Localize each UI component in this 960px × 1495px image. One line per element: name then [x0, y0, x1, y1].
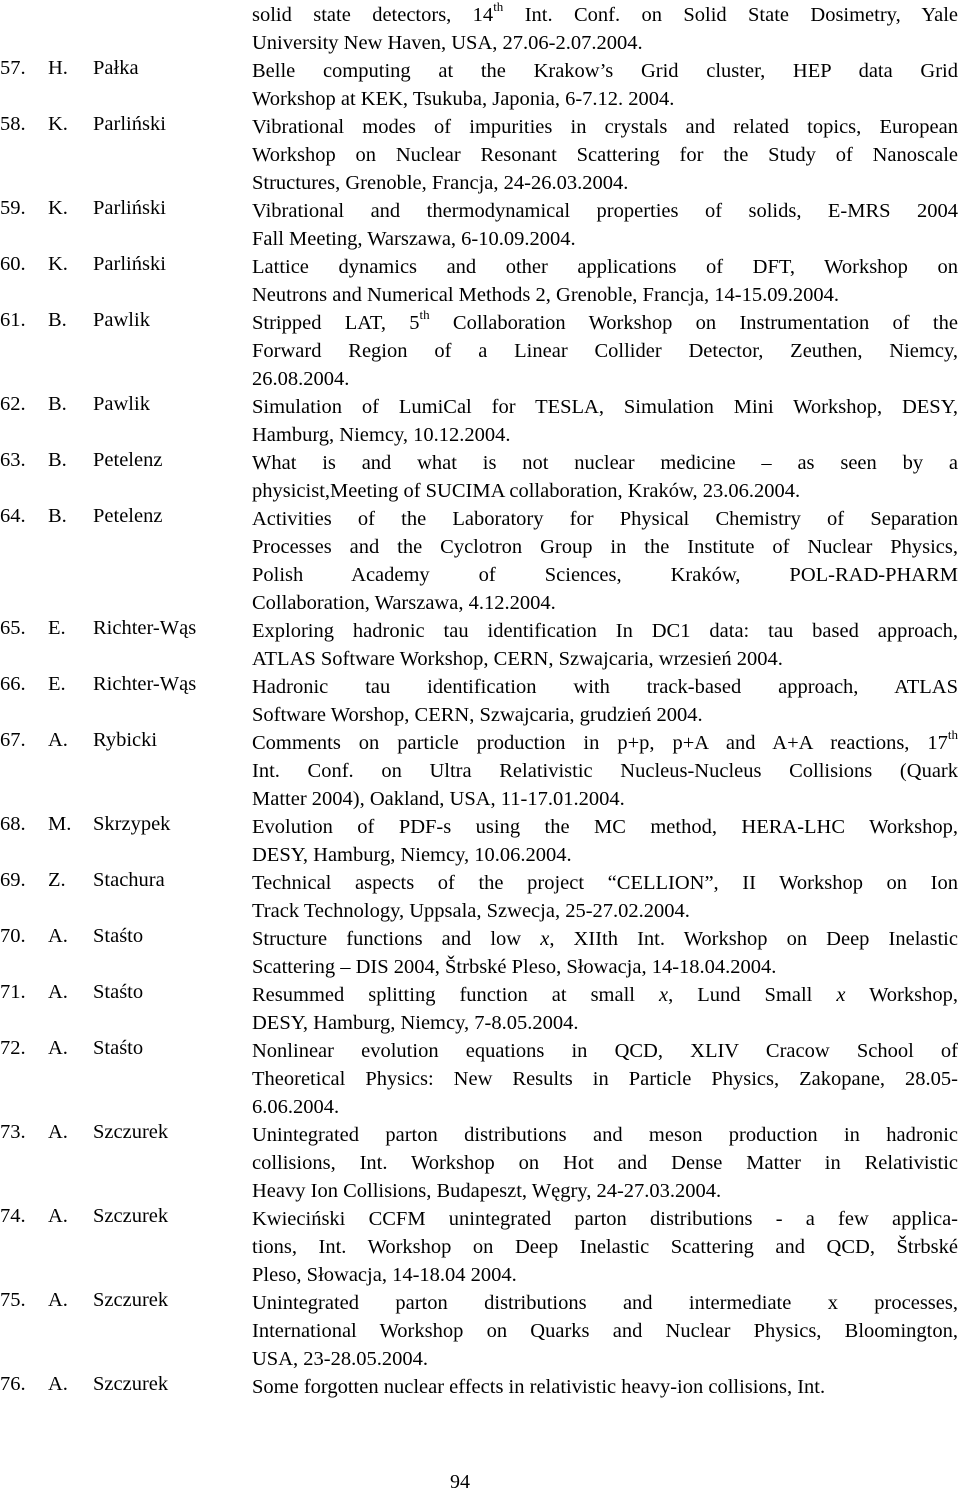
author-initial: M. — [48, 813, 72, 835]
entry-number: 69. — [0, 869, 26, 891]
author-initial: K. — [48, 113, 68, 135]
entry-number: 61. — [0, 309, 26, 331]
description-line — [252, 1317, 958, 1345]
text-segment: Unintegrated parton distributions and meson production in hadronic — [252, 1124, 958, 1146]
description-line — [252, 1373, 958, 1401]
text-segment: Forward Region of a Linear Collider Detector, Zeuthen, Niemcy, — [252, 340, 958, 362]
entry-number: 74. — [0, 1205, 26, 1227]
author-name: Petelenz — [93, 505, 163, 527]
description-line — [252, 1065, 958, 1093]
reference-entry — [0, 197, 960, 253]
text-segment: Resummed splitting function at small — [252, 984, 659, 1006]
reference-entry — [0, 57, 960, 113]
reference-entry — [0, 309, 960, 393]
description-line — [252, 1261, 958, 1289]
entry-description — [252, 253, 958, 309]
text-segment: , XIIth Int. Workshop on Deep Inelastic — [549, 928, 958, 950]
reference-entry — [0, 1373, 960, 1401]
entry-number: 76. — [0, 1373, 26, 1395]
author-name: Szczurek — [93, 1205, 169, 1227]
text-segment: Simulation of LumiCal for TESLA, Simulation Mini Workshop, DESY, — [252, 396, 958, 418]
text-segment: Heavy Ion Collisions, Budapeszt, Węgry, 24-27.03.2004. — [252, 1180, 722, 1202]
description-line — [252, 589, 958, 617]
reference-entry — [0, 113, 960, 197]
reference-entry — [0, 813, 960, 869]
entry-number: 71. — [0, 981, 26, 1003]
text-segment: Int. Conf. on Solid State Dosimetry, Yale — [503, 4, 958, 26]
entry-number: 68. — [0, 813, 26, 835]
entry-description — [252, 449, 958, 505]
author-name: Richter-Wąs — [93, 673, 197, 695]
author-initial: A. — [48, 729, 68, 751]
author-initial: B. — [48, 309, 67, 331]
text-segment: USA, 23-28.05.2004. — [252, 1348, 428, 1370]
text-segment: Hadronic tau identification with track-based approach, ATLAS — [252, 676, 958, 698]
text-segment: International Workshop on Quarks and Nuclear Physics, Bloomington, — [252, 1320, 958, 1342]
text-segment: ATLAS Software Workshop, CERN, Szwajcaria, wrzesień 2004. — [252, 648, 783, 670]
reference-entry — [0, 1121, 960, 1205]
entry-description — [252, 813, 958, 869]
entry-description — [252, 113, 958, 197]
text-segment: 26.08.2004. — [252, 368, 350, 390]
description-line — [252, 197, 958, 225]
description-line — [252, 57, 958, 85]
description-line — [252, 1093, 958, 1121]
author-initial: B. — [48, 449, 67, 471]
description-line — [252, 953, 958, 981]
author-name: Szczurek — [93, 1289, 169, 1311]
author-name: Staśto — [93, 925, 144, 947]
text-segment: Structures, Grenoble, Francja, 24-26.03.2004. — [252, 172, 629, 194]
text-segment: University New Haven, USA, 27.06-2.07.2004. — [252, 32, 643, 54]
author-name: Petelenz — [93, 449, 163, 471]
description-line — [252, 701, 958, 729]
description-line — [252, 1149, 958, 1177]
text-segment: Collaboration Workshop on Instrumentation of the — [429, 312, 958, 334]
reference-entry — [0, 673, 960, 729]
text-segment: Activities of the Laboratory for Physical Chemistry of Separation — [252, 508, 958, 530]
text-segment: Nonlinear evolution equations in QCD, XLIV Cracow School of — [252, 1040, 958, 1062]
text-segment: Structure functions and low — [252, 928, 541, 950]
description-line — [252, 1289, 958, 1317]
description-line — [252, 449, 958, 477]
author-initial: A. — [48, 1205, 68, 1227]
entry-description — [252, 197, 958, 253]
description-line — [252, 393, 958, 421]
author-name: Parliński — [93, 113, 166, 135]
entry-description — [252, 1121, 958, 1205]
author-name: Parliński — [93, 253, 166, 275]
text-segment: DESY, Hamburg, Niemcy, 10.06.2004. — [252, 844, 572, 866]
description-line — [252, 1037, 958, 1065]
entry-number: 73. — [0, 1121, 26, 1143]
text-segment: Software Worshop, CERN, Szwajcaria, grudzień 2004. — [252, 704, 703, 726]
entry-description — [252, 393, 958, 449]
italic-variable: x — [540, 928, 550, 950]
text-segment: Workshop at KEK, Tsukuba, Japonia, 6-7.12. 2004. — [252, 88, 675, 110]
text-segment: Comments on particle production in p+p, p+A and A+A reactions, 17 — [252, 732, 948, 754]
text-segment: Neutrons and Numerical Methods 2, Grenoble, Francja, 14-15.09.2004. — [252, 284, 839, 306]
entry-description — [252, 57, 958, 113]
author-initial: K. — [48, 197, 68, 219]
description-line — [252, 729, 958, 757]
author-initial: K. — [48, 253, 68, 275]
reference-entry — [0, 1037, 960, 1121]
description-line — [252, 421, 958, 449]
reference-entry — [0, 981, 960, 1037]
text-segment: What is and what is not nuclear medicine – as seen by a — [252, 452, 958, 474]
entry-number: 60. — [0, 253, 26, 275]
author-name: Richter-Wąs — [93, 617, 197, 639]
text-segment: Vibrational modes of impurities in crystals and related topics, European — [252, 116, 958, 138]
description-line — [252, 813, 958, 841]
text-segment: DESY, Hamburg, Niemcy, 7-8.05.2004. — [252, 1012, 579, 1034]
description-line — [252, 85, 958, 113]
description-line — [252, 505, 958, 533]
entry-number: 59. — [0, 197, 26, 219]
entry-number: 66. — [0, 673, 26, 695]
text-segment: 6.06.2004. — [252, 1096, 340, 1118]
description-line — [252, 365, 958, 393]
reference-entry — [0, 1205, 960, 1289]
entry-number: 65. — [0, 617, 26, 639]
reference-entry — [0, 617, 960, 673]
superscript: th — [419, 309, 430, 323]
entry-description — [252, 1289, 958, 1373]
italic-variable: x — [659, 984, 669, 1006]
description-line — [252, 281, 958, 309]
author-name: Pałka — [93, 57, 139, 79]
reference-entry — [0, 393, 960, 449]
text-segment: Theoretical Physics: New Results in Particle Physics, Zakopane, 28.05- — [252, 1068, 958, 1090]
description-line — [252, 1345, 958, 1373]
text-segment: Vibrational and thermodynamical properties of solids, E-MRS 2004 — [252, 200, 958, 222]
author-name: Pawlik — [93, 393, 150, 415]
author-initial: B. — [48, 505, 67, 527]
entry-description — [252, 617, 958, 673]
entry-number: 70. — [0, 925, 26, 947]
description-line — [252, 1205, 958, 1233]
description-line — [252, 337, 958, 365]
entry-description — [252, 729, 958, 813]
description-line — [252, 533, 958, 561]
description-line — [252, 141, 958, 169]
description-line — [252, 673, 958, 701]
text-segment: Some forgotten nuclear effects in relativistic heavy-ion collisions, Int. — [252, 1376, 826, 1398]
author-initial: B. — [48, 393, 67, 415]
author-initial: A. — [48, 1037, 68, 1059]
entry-number: 62. — [0, 393, 26, 415]
text-segment: solid state detectors, 14 — [252, 4, 494, 26]
author-initial: Z. — [48, 869, 66, 891]
description-line — [252, 1121, 958, 1149]
reference-entry — [0, 869, 960, 925]
author-initial: A. — [48, 925, 68, 947]
text-segment: Technical aspects of the project “CELLION”, II Workshop on Ion — [252, 872, 958, 894]
text-segment: Polish Academy of Sciences, Kraków, POL-RAD-PHARM — [252, 564, 958, 586]
author-initial: A. — [48, 1373, 68, 1395]
entry-description — [252, 1037, 958, 1121]
description-line — [252, 169, 958, 197]
text-segment: Workshop, — [845, 984, 958, 1006]
entry-number: 63. — [0, 449, 26, 471]
description-line — [252, 561, 958, 589]
text-segment: Processes and the Cyclotron Group in the Institute of Nuclear Physics, — [252, 536, 958, 558]
author-name: Stachura — [93, 869, 165, 891]
text-segment: physicist,Meeting of SUCIMA collaboration, Kraków, 23.06.2004. — [252, 480, 801, 502]
entry-number: 58. — [0, 113, 26, 135]
entry-description — [252, 869, 958, 925]
description-line — [252, 645, 958, 673]
description-line — [252, 841, 958, 869]
entry-description — [252, 981, 958, 1037]
entry-description — [252, 505, 958, 617]
entry-description — [252, 1373, 958, 1401]
author-name: Staśto — [93, 981, 144, 1003]
author-initial: A. — [48, 981, 68, 1003]
description-line — [252, 617, 958, 645]
text-segment: collisions, Int. Workshop on Hot and Dense Matter in Relativistic — [252, 1152, 958, 1174]
page-number: 94 — [450, 1471, 470, 1493]
description-line — [252, 309, 958, 337]
author-initial: E. — [48, 617, 66, 639]
text-segment: Matter 2004), Oakland, USA, 11-17.01.2004. — [252, 788, 625, 810]
author-name: Skrzypek — [93, 813, 171, 835]
author-name: Pawlik — [93, 309, 150, 331]
description-line — [252, 925, 958, 953]
author-initial: A. — [48, 1121, 68, 1143]
text-segment: Exploring hadronic tau identification In DC1 data: tau based approach, — [252, 620, 958, 642]
reference-entry — [0, 505, 960, 617]
entry-description — [252, 1, 958, 57]
text-segment: Scattering – DIS 2004, Štrbské Pleso, Słowacja, 14-18.04.2004. — [252, 956, 777, 978]
description-line — [252, 785, 958, 813]
description-line — [252, 113, 958, 141]
description-line — [252, 1, 958, 29]
reference-entry — [0, 1289, 960, 1373]
reference-entry — [0, 253, 960, 309]
description-line — [252, 225, 958, 253]
superscript: th — [947, 729, 958, 743]
description-line — [252, 477, 958, 505]
entry-number: 64. — [0, 505, 26, 527]
text-segment: , Lund Small — [668, 984, 837, 1006]
text-segment: Stripped LAT, 5 — [252, 312, 420, 334]
text-segment: Belle computing at the Krakow’s Grid cluster, HEP data Grid — [252, 60, 958, 82]
text-segment: Evolution of PDF-s using the MC method, HERA-LHC Workshop, — [252, 816, 958, 838]
reference-entry — [0, 925, 960, 981]
description-line — [252, 1009, 958, 1037]
entry-description — [252, 1205, 958, 1289]
entry-number: 72. — [0, 1037, 26, 1059]
entry-description — [252, 309, 958, 393]
text-segment: Collaboration, Warszawa, 4.12.2004. — [252, 592, 556, 614]
description-line — [252, 1177, 958, 1205]
author-name: Parliński — [93, 197, 166, 219]
text-segment: Lattice dynamics and other applications of DFT, Workshop on — [252, 256, 958, 278]
text-segment: Kwieciński CCFM unintegrated parton distributions - a few applica- — [252, 1208, 958, 1230]
description-line — [252, 253, 958, 281]
text-segment: Fall Meeting, Warszawa, 6-10.09.2004. — [252, 228, 576, 250]
description-line — [252, 757, 958, 785]
description-line — [252, 869, 958, 897]
author-initial: H. — [48, 57, 68, 79]
entry-description — [252, 673, 958, 729]
text-segment: Pleso, Słowacja, 14-18.04 2004. — [252, 1264, 517, 1286]
text-segment: Hamburg, Niemcy, 10.12.2004. — [252, 424, 511, 446]
italic-variable: x — [836, 984, 846, 1006]
text-segment: Workshop on Nuclear Resonant Scattering for the Study of Nanoscale — [252, 144, 958, 166]
text-segment: Unintegrated parton distributions and intermediate x processes, — [252, 1292, 958, 1314]
author-initial: A. — [48, 1289, 68, 1311]
entry-number: 75. — [0, 1289, 26, 1311]
entry-number: 67. — [0, 729, 26, 751]
author-name: Szczurek — [93, 1121, 169, 1143]
entry-description — [252, 925, 958, 981]
text-segment: Int. Conf. on Ultra Relativistic Nucleus-Nucleus Collisions (Quark — [252, 760, 958, 782]
text-segment: Track Technology, Uppsala, Szwecja, 25-27.02.2004. — [252, 900, 690, 922]
description-line — [252, 1233, 958, 1261]
author-name: Rybicki — [93, 729, 158, 751]
description-line — [252, 981, 958, 1009]
author-initial: E. — [48, 673, 66, 695]
text-segment: tions, Int. Workshop on Deep Inelastic Scattering and QCD, Štrbské — [252, 1236, 958, 1258]
entry-number: 57. — [0, 57, 26, 79]
author-name: Staśto — [93, 1037, 144, 1059]
reference-entry — [0, 1, 960, 57]
description-line — [252, 29, 958, 57]
reference-entry — [0, 729, 960, 813]
superscript: th — [493, 1, 504, 15]
description-line — [252, 897, 958, 925]
author-name: Szczurek — [93, 1373, 169, 1395]
reference-entry — [0, 449, 960, 505]
